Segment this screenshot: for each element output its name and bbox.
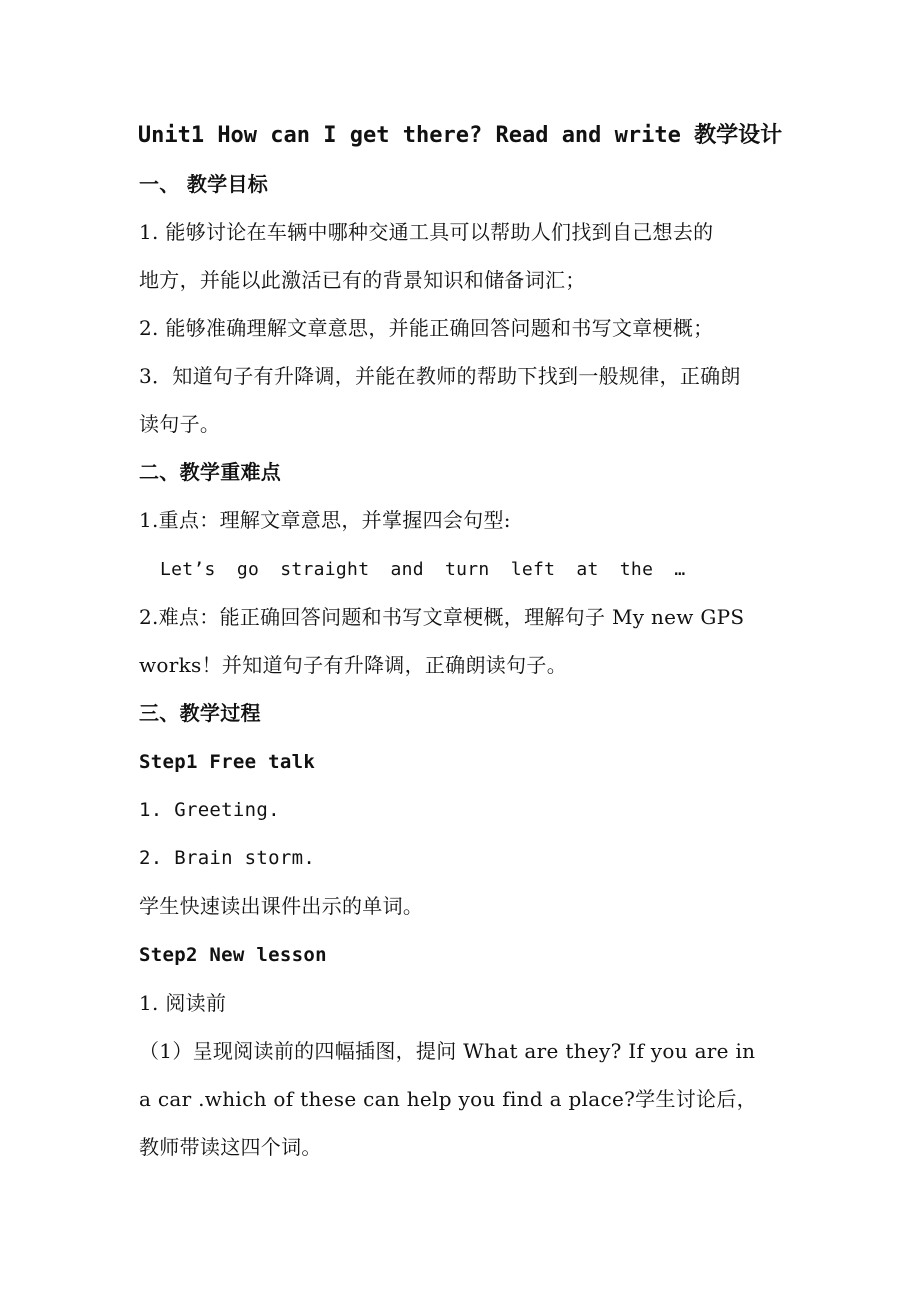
section-heading-process: 三、教学过程 <box>139 701 261 725</box>
difficult-point-line-1: 2.难点：能正确回答问题和书写文章梗概，理解句子 My new GPS <box>139 605 745 629</box>
objective-1-line-2: 地方，并能以此激活已有的背景知识和储备词汇； <box>139 268 586 292</box>
step1-title: Step1 Free talk <box>139 751 316 773</box>
key-point: 1.重点：理解文章意思，并掌握四会句型: <box>139 508 511 532</box>
step2-sub-before-reading: 1. 阅读前 <box>139 991 227 1015</box>
step2-paragraph-line-2: a car .which of these can help you find a place?学生讨论后， <box>139 1087 757 1111</box>
sentence-pattern: Let’s go straight and turn left at the … <box>160 559 686 580</box>
step2-title: Step2 New lesson <box>139 944 327 966</box>
objective-2: 2. 能够准确理解文章意思，并能正确回答问题和书写文章梗概； <box>139 316 714 340</box>
step1-item-brain-storm: 2. Brain storm. <box>139 847 316 869</box>
step1-note: 学生快速读出课件出示的单词。 <box>139 894 424 918</box>
step1-item-greeting: 1. Greeting. <box>139 799 280 821</box>
section-heading-objectives: 一、 教学目标 <box>139 172 269 196</box>
objective-3-line-2: 读句子。 <box>139 412 221 436</box>
objective-3-line-1: 3．知道句子有升降调，并能在教师的帮助下找到一般规律，正确朗 <box>139 364 741 388</box>
step2-paragraph-line-3: 教师带读这四个词。 <box>139 1135 322 1159</box>
objective-1-line-1: 1. 能够讨论在车辆中哪种交通工具可以帮助人们找到自己想去的 <box>139 220 714 244</box>
document-title: Unit1 How can I get there? Read and write 教学设计 <box>137 123 783 148</box>
difficult-point-line-2: works！并知道句子有升降调，正确朗读句子。 <box>139 653 568 677</box>
step2-paragraph-line-1: （1）呈现阅读前的四幅插图，提问 What are they? If you are in <box>139 1039 756 1063</box>
section-heading-key-points: 二、教学重难点 <box>139 460 282 484</box>
